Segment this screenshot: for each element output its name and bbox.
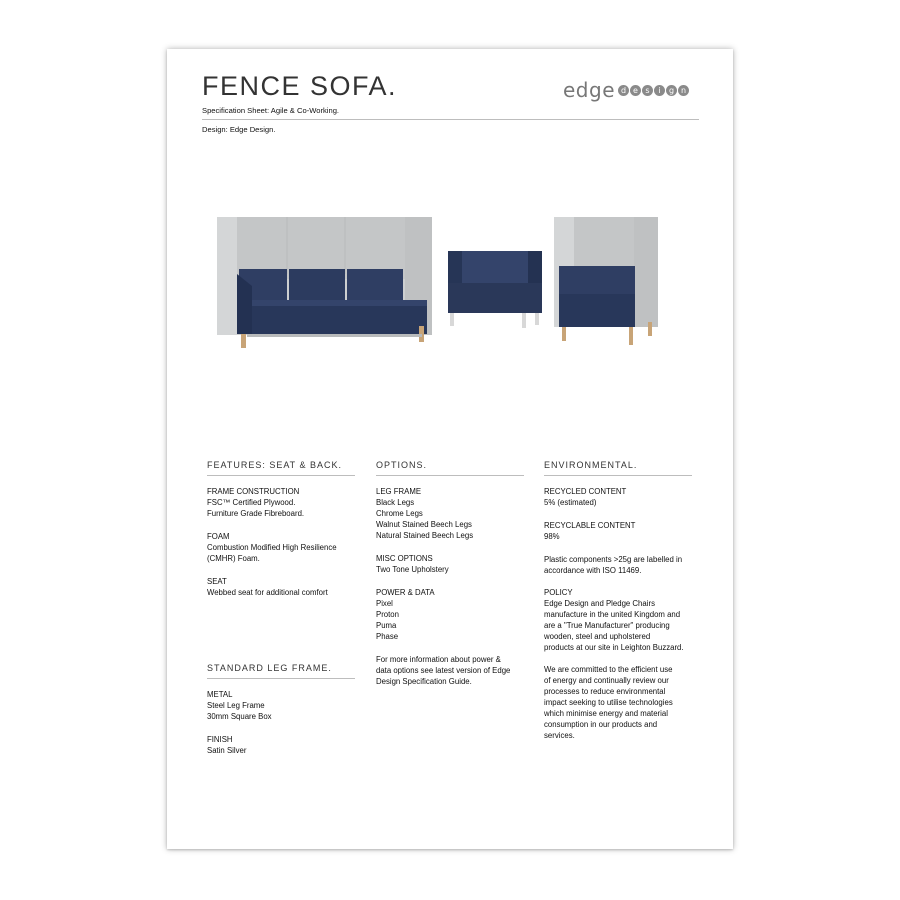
environmental-group-title: RECYCLABLE CONTENT: [544, 521, 636, 530]
feature-line: Furniture Grade Fibreboard.: [207, 509, 305, 518]
commitment-line: services.: [544, 731, 575, 740]
commitment-line: We are committed to the efficient use: [544, 665, 673, 674]
commitment-line: which minimise energy and material: [544, 709, 668, 718]
leg-frame-line: 30mm Square Box: [207, 712, 272, 721]
environmental-group: [544, 520, 692, 542]
product-image: [212, 214, 672, 354]
feature-line: Combustion Modified High Resilience: [207, 543, 337, 552]
option-line: Proton: [376, 610, 399, 619]
edge-design-logo: [563, 78, 689, 102]
three-seat-sofa-illustration: [217, 217, 432, 348]
logo-letter: g: [666, 85, 677, 96]
feature-group: [207, 576, 355, 598]
leg-frame-line: Steel Leg Frame: [207, 701, 265, 710]
plastic-note: [544, 554, 692, 576]
options-column: [376, 460, 524, 699]
plastic-note-line: Plastic components >25g are labelled in: [544, 555, 683, 564]
option-line: Walnut Stained Beech Legs: [376, 520, 472, 529]
policy-block: [544, 587, 692, 653]
policy-line: wooden, steel and upholstered: [544, 632, 651, 641]
plastic-note-line: accordance with ISO 11469.: [544, 566, 642, 575]
option-group: [376, 553, 524, 575]
logo-letter-dots: [617, 85, 689, 96]
feature-group-title: SEAT: [207, 577, 227, 586]
environmental-line: 98%: [544, 532, 560, 541]
feature-group: [207, 531, 355, 564]
commitment-line: of energy and continually review our: [544, 676, 669, 685]
design-credit: Design: Edge Design.: [202, 125, 276, 134]
environmental-column: [544, 460, 692, 752]
header-divider: [202, 119, 699, 120]
option-group-title: LEG FRAME: [376, 487, 422, 496]
option-group-title: POWER & DATA: [376, 588, 435, 597]
option-group: [376, 587, 524, 642]
commitment-block: [544, 664, 692, 741]
feature-line: (CMHR) Foam.: [207, 554, 260, 563]
option-line: Black Legs: [376, 498, 415, 507]
options-note: [376, 654, 524, 687]
logo-word: edge: [563, 78, 615, 102]
option-group-title: MISC OPTIONS: [376, 554, 433, 563]
single-high-back-illustration: [554, 217, 658, 345]
page-subtitle: Specification Sheet: Agile & Co-Working.: [202, 106, 340, 115]
leg-frame-group-title: FINISH: [207, 735, 233, 744]
options-heading: OPTIONS.: [376, 460, 524, 476]
commitment-line: impact seeking to utilise technologies: [544, 698, 673, 707]
options-note-line: For more information about power &: [376, 655, 501, 664]
options-note-line: data options see latest version of Edge: [376, 666, 511, 675]
features-heading: FEATURES: SEAT & BACK.: [207, 460, 355, 476]
policy-line: products at our site in Leighton Buzzard.: [544, 643, 684, 652]
logo-letter: i: [654, 85, 665, 96]
option-line: Pixel: [376, 599, 393, 608]
option-line: Puma: [376, 621, 397, 630]
spec-sheet: [167, 49, 733, 849]
logo-letter: d: [618, 85, 629, 96]
leg-frame-heading: STANDARD LEG FRAME.: [207, 663, 355, 679]
logo-letter: e: [630, 85, 641, 96]
environmental-group-title: RECYCLED CONTENT: [544, 487, 627, 496]
environmental-heading: ENVIRONMENTAL.: [544, 460, 692, 476]
features-column: [207, 460, 355, 610]
commitment-line: consumption in our products and: [544, 720, 658, 729]
leg-frame-group: [207, 689, 355, 722]
feature-line: Webbed seat for additional comfort: [207, 588, 328, 597]
leg-frame-column: [207, 663, 355, 768]
policy-line: are a "True Manufacturer" producing: [544, 621, 670, 630]
commitment-line: processes to reduce environmental: [544, 687, 666, 696]
leg-frame-line: Satin Silver: [207, 746, 247, 755]
feature-group: [207, 486, 355, 519]
option-line: Chrome Legs: [376, 509, 423, 518]
feature-group-title: FRAME CONSTRUCTION: [207, 487, 300, 496]
logo-letter: s: [642, 85, 653, 96]
option-line: Two Tone Upholstery: [376, 565, 449, 574]
armchair-illustration: [448, 251, 542, 328]
policy-title: POLICY: [544, 588, 573, 597]
policy-line: manufacture in the united Kingdom and: [544, 610, 681, 619]
option-line: Phase: [376, 632, 399, 641]
leg-frame-group: [207, 734, 355, 756]
option-line: Natural Stained Beech Legs: [376, 531, 474, 540]
page-title: FENCE SOFA.: [202, 71, 398, 101]
options-note-line: Design Specification Guide.: [376, 677, 472, 686]
policy-line: Edge Design and Pledge Chairs: [544, 599, 655, 608]
environmental-line: 5% (estimated): [544, 498, 597, 507]
feature-line: FSC™ Certified Plywood.: [207, 498, 296, 507]
logo-letter: n: [678, 85, 689, 96]
feature-group-title: FOAM: [207, 532, 230, 541]
environmental-group: [544, 486, 692, 508]
leg-frame-group-title: METAL: [207, 690, 233, 699]
option-group: [376, 486, 524, 541]
